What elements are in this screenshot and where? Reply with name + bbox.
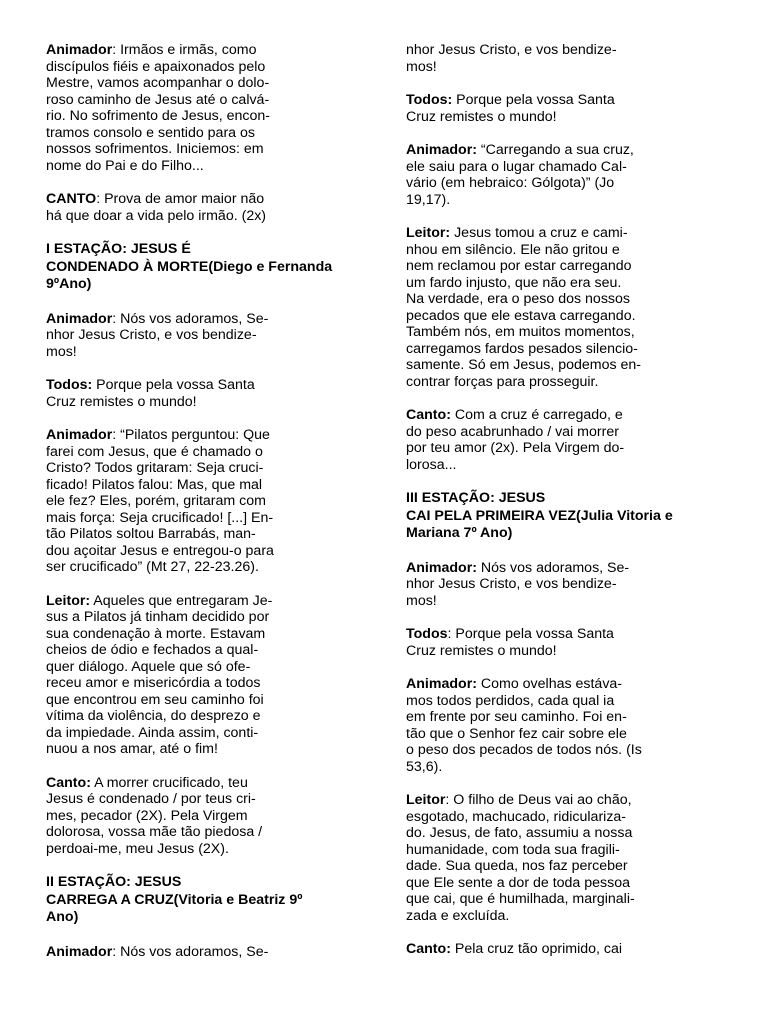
speaker-label: Canto: [406, 941, 451, 957]
line-text: tão que o Senhor fez cair sobre ele [406, 725, 627, 742]
speaker-label: Leitor: [46, 592, 91, 609]
paragraph-animador-1b [46, 427, 366, 576]
heading-line: Ano) [46, 909, 79, 925]
text-line [406, 593, 726, 610]
paragraph-animador-2b [406, 142, 726, 208]
text-line [406, 308, 726, 325]
text-line [46, 427, 366, 444]
speaker-label: Animador [46, 943, 113, 960]
line-text: 53,6). [406, 758, 443, 775]
text-line [46, 92, 366, 109]
line-text: ficado! Pilatos falou: Mas, que mal [46, 476, 263, 493]
text-line [46, 344, 366, 361]
line-text: mos! [46, 343, 77, 360]
line-text: Cruz remistes o mundo! [406, 108, 557, 125]
line-text: do peso acabrunhado / vai morrer [406, 423, 619, 440]
text-line [406, 291, 726, 308]
text-line [46, 675, 366, 692]
paragraph-gap [46, 360, 366, 377]
text-line [406, 374, 726, 391]
line-text: humanidade, com toda sua fragili- [406, 841, 620, 858]
line-text: sus a Pilatos já tinham decidido por [46, 609, 270, 625]
text-line [46, 659, 366, 676]
text-line [46, 394, 366, 411]
speaker-label: Leitor: [406, 225, 451, 241]
line-text: cheios de ódio e fechados a qual- [46, 642, 259, 658]
text-line [406, 693, 726, 710]
left-column [46, 42, 366, 960]
text-line [46, 791, 366, 808]
paragraph-canto-intro [46, 191, 366, 224]
text-line [406, 275, 726, 292]
text-line [46, 460, 366, 477]
text-line [406, 726, 726, 743]
line-text: perdoai-me, meu Jesus (2X). [46, 840, 229, 857]
text-line [406, 842, 726, 859]
line-text: em frente por seu caminho. Foi en- [406, 709, 627, 725]
text-line [46, 377, 366, 394]
text-line [46, 42, 366, 59]
line-text: Jesus é condenado / por teus cri- [46, 791, 256, 807]
paragraph-animador-2a [46, 944, 366, 961]
line-text: que cai, que é humilhada, marginali- [406, 891, 635, 907]
text-line [46, 808, 366, 825]
text-line [406, 626, 726, 643]
text-line [406, 225, 726, 242]
line-text: um fardo injusto, que não era seu. [406, 274, 622, 291]
heading-line: CAI PELA PRIMEIRA VEZ(Julia Vitoria e [406, 507, 673, 524]
heading-estacao-1 [46, 241, 366, 294]
text-line [406, 192, 726, 209]
text-line [46, 642, 366, 659]
text-line [406, 42, 726, 59]
line-text: Cristo? Todos gritaram: Seja cruci- [46, 460, 264, 476]
heading-line: Mariana 7º Ano) [406, 525, 513, 541]
paragraph-animador-1a [46, 311, 366, 361]
text-line [406, 759, 726, 776]
heading-line: I ESTAÇÃO: JESUS É [46, 241, 191, 257]
line-text: samente. Só em Jesus, podemos en- [406, 357, 642, 373]
text-line [46, 158, 366, 175]
text-line [406, 825, 726, 842]
text-line [46, 609, 366, 626]
paragraph-gap [46, 576, 366, 593]
paragraph-canto-1 [46, 775, 366, 858]
text-line [46, 208, 366, 225]
heading-line: III ESTAÇÃO: JESUS [406, 490, 546, 506]
line-text: lorosa... [406, 456, 457, 473]
text-line [406, 324, 726, 341]
text-line [46, 141, 366, 158]
text-line [46, 125, 366, 142]
line-text: farei com Jesus, que é chamado o [46, 443, 263, 460]
speaker-label: Animador: [406, 142, 477, 158]
text-line [46, 510, 366, 527]
line-text: ele fez? Eles, porém, gritaram com [46, 493, 266, 509]
text-line [46, 75, 366, 92]
line-text: tramos consolo e sentido para os [46, 124, 255, 141]
line-text: o peso dos pecados de todos nós. (Is [406, 742, 642, 758]
speaker-label: Canto: [46, 774, 91, 791]
line-text: : Prova de amor maior não [96, 191, 265, 207]
line-text: Pela cruz tão oprimido, cai [450, 941, 623, 957]
line-text: por teu amor (2x). Pela Virgem do- [406, 440, 625, 456]
line-text: : Nós vos adoramos, Se- [112, 310, 269, 327]
text-line [46, 944, 366, 961]
heading-line: 9ºAno) [46, 276, 92, 292]
line-text: dade. Sua queda, nos faz perceber [406, 858, 628, 874]
text-line [46, 593, 366, 610]
line-text: esgotado, machucado, ridiculariza- [406, 808, 627, 825]
line-text: nhor Jesus Cristo, e vos bendize- [406, 42, 617, 58]
text-line [46, 444, 366, 461]
line-text: Aqueles que entregaram Je- [90, 592, 273, 609]
paragraph-gap [406, 208, 726, 225]
line-text: : Nós vos adoramos, Se- [112, 943, 269, 960]
line-text: mos todos perdidos, cada qual ia [406, 692, 615, 709]
text-line [46, 824, 366, 841]
text-line [46, 841, 366, 858]
line-text: Cruz remistes o mundo! [46, 393, 197, 410]
text-line [406, 142, 726, 159]
line-text: receu amor e misericórdia a todos [46, 675, 261, 691]
paragraph-gap [406, 473, 726, 490]
line-text: discípulos fiéis e apaixonados pelo [46, 58, 266, 75]
line-text: : Porque pela vossa Santa [447, 626, 614, 642]
heading-estacao-2 [46, 874, 366, 927]
text-line [406, 424, 726, 441]
line-text: Também nós, em muitos momentos, [406, 324, 635, 340]
text-line [46, 775, 366, 792]
text-line [46, 108, 366, 125]
text-line [406, 576, 726, 593]
line-text: da impiedade. Ainda assim, conti- [46, 724, 259, 741]
speaker-label: CANTO [46, 191, 97, 207]
line-text: mos! [406, 58, 437, 75]
line-text: ser crucificado” (Mt 27, 22-23.26). [46, 559, 259, 575]
line-text: dolorosa, vossa mãe tão piedosa / [46, 824, 263, 840]
text-line [46, 191, 366, 208]
text-line [406, 875, 726, 892]
line-text: A morrer crucificado, teu [90, 774, 248, 791]
text-line [406, 258, 726, 275]
paragraph-gap [46, 410, 366, 427]
paragraph-canto-3 [406, 941, 726, 958]
line-text: nhor Jesus Cristo, e vos bendize- [46, 327, 257, 343]
text-line [406, 440, 726, 457]
heading-line: CONDENADO À MORTE(Diego e Fernanda [46, 258, 333, 275]
text-line [406, 560, 726, 577]
line-text: ele saiu para o lugar chamado Cal- [406, 158, 627, 175]
line-text: zada e excluída. [406, 907, 510, 924]
text-line [406, 357, 726, 374]
text-line [406, 242, 726, 259]
text-line [46, 725, 366, 742]
text-line [46, 626, 366, 643]
paragraph-leitor-1 [46, 593, 366, 758]
text-line [46, 493, 366, 510]
text-line [46, 708, 366, 725]
paragraph-todos-2 [406, 92, 726, 125]
text-line [46, 692, 366, 709]
paragraph-leitor-3 [406, 792, 726, 924]
text-line [406, 407, 726, 424]
paragraph-todos-3 [406, 626, 726, 659]
text-line [46, 543, 366, 560]
paragraph-gap [46, 294, 366, 311]
speaker-label: Animador: [406, 559, 477, 576]
text-line [406, 159, 726, 176]
paragraph-gap [406, 75, 726, 92]
speaker-label: Animador [46, 310, 113, 327]
line-text: Como ovelhas estáva- [476, 676, 623, 692]
text-line [46, 477, 366, 494]
speaker-label: Leitor [406, 792, 446, 808]
paragraph-animador-3b [406, 676, 726, 775]
text-line [406, 792, 726, 809]
line-text: rio. No sofrimento de Jesus, encon- [46, 108, 270, 124]
heading-line: II ESTAÇÃO: JESUS [46, 874, 182, 890]
text-line [406, 92, 726, 109]
speaker-label: Todos [406, 626, 448, 642]
text-line [406, 709, 726, 726]
text-line [46, 311, 366, 328]
text-line [406, 891, 726, 908]
paragraph-animador-3a [406, 560, 726, 610]
text-line [46, 741, 366, 758]
speaker-label: Animador: [406, 676, 477, 692]
paragraph-gap [406, 609, 726, 626]
speaker-label: Animador [46, 42, 113, 58]
line-text: do. Jesus, de fato, assumiu a nossa [406, 825, 633, 841]
heading-line: CARREGA A CRUZ(Vitoria e Beatriz 9º [46, 891, 303, 908]
text-line [406, 676, 726, 693]
line-text: há que doar a vida pelo irmão. (2x) [46, 207, 267, 224]
paragraph-gap [46, 927, 366, 944]
line-text: 19,17). [406, 191, 451, 208]
line-text: Mestre, vamos acompanhar o dolo- [46, 75, 270, 91]
text-line [406, 109, 726, 126]
speaker-label: Todos: [46, 377, 93, 393]
line-text: sua condenação à morte. Estavam [46, 625, 266, 642]
text-line [406, 341, 726, 358]
paragraph-gap [46, 224, 366, 241]
speaker-label: Todos: [406, 92, 453, 108]
line-text: pecados que ele estava carregando. [406, 307, 636, 324]
line-text: que Ele sente a dor de toda pessoa [406, 874, 631, 891]
paragraph-todos-1 [46, 377, 366, 410]
paragraph-leitor-2 [406, 225, 726, 390]
line-text: mos! [406, 592, 437, 609]
line-text: tão Pilatos soltou Barrabás, man- [46, 526, 256, 542]
line-text: vário (em hebraico: Gólgota)” (Jo [406, 175, 615, 191]
line-text: que encontrou em seu caminho foi [46, 691, 264, 708]
line-text: nhor Jesus Cristo, e vos bendize- [406, 576, 617, 592]
right-column [406, 42, 726, 958]
line-text: Porque pela vossa Santa [452, 92, 615, 108]
line-text: dou açoitar Jesus e entregou-o para [46, 542, 274, 559]
paragraph-gap [406, 125, 726, 142]
line-text: Na verdade, era o peso dos nossos [406, 291, 630, 307]
line-text: : Irmãos e irmãs, como [112, 42, 257, 58]
paragraph-gap [406, 775, 726, 792]
text-line [406, 457, 726, 474]
paragraph-gap [406, 390, 726, 407]
line-text: carregamos fardos pesados silencio- [406, 340, 638, 357]
paragraph-canto-2 [406, 407, 726, 473]
line-text: nome do Pai e do Filho... [46, 157, 204, 174]
text-line [46, 526, 366, 543]
paragraph-gap [46, 174, 366, 191]
speaker-label: Animador [46, 427, 113, 443]
text-line [406, 643, 726, 660]
line-text: mes, pecador (2X). Pela Virgem [46, 807, 248, 824]
text-line [46, 559, 366, 576]
line-text: nossos sofrimentos. Iniciemos: em [46, 141, 264, 157]
paragraph-animador-2a-cont [406, 42, 726, 75]
paragraph-animador-intro [46, 42, 366, 174]
paragraph-gap [406, 659, 726, 676]
paragraph-gap [406, 924, 726, 941]
paragraph-gap [46, 758, 366, 775]
line-text: contrar forças para prosseguir. [406, 373, 599, 390]
line-text: Nós vos adoramos, Se- [476, 559, 630, 576]
line-text: Porque pela vossa Santa [92, 377, 255, 393]
line-text: Cruz remistes o mundo! [406, 642, 557, 659]
speaker-label: Canto: [406, 407, 451, 423]
line-text: Com a cruz é carregado, e [450, 407, 623, 423]
line-text: Jesus tomou a cruz e cami- [450, 225, 628, 241]
line-text: nem reclamou por estar carregando [406, 258, 632, 274]
line-text: nhou em silêncio. Ele não gritou e [406, 241, 620, 258]
line-text: quer diálogo. Aquele que só ofe- [46, 658, 251, 675]
paragraph-gap [406, 543, 726, 560]
line-text: : O filho de Deus vai ao chão, [445, 792, 632, 808]
text-line [406, 175, 726, 192]
line-text: roso caminho de Jesus até o calvá- [46, 91, 270, 108]
text-line [406, 809, 726, 826]
paragraph-gap [46, 857, 366, 874]
line-text: vítima da violência, do desprezo e [46, 708, 261, 724]
text-line [406, 59, 726, 76]
line-text: “Carregando a sua cruz, [476, 142, 634, 158]
text-line [406, 858, 726, 875]
heading-estacao-3 [406, 490, 726, 543]
text-line [46, 327, 366, 344]
text-line [406, 941, 726, 958]
line-text: mais força: Seja crucificado! [...] En- [46, 509, 274, 526]
line-text: nuou a nos amar, até o fim! [46, 741, 218, 757]
text-line [406, 742, 726, 759]
text-line [46, 59, 366, 76]
line-text: : “Pilatos perguntou: Que [112, 427, 270, 443]
text-line [406, 908, 726, 925]
